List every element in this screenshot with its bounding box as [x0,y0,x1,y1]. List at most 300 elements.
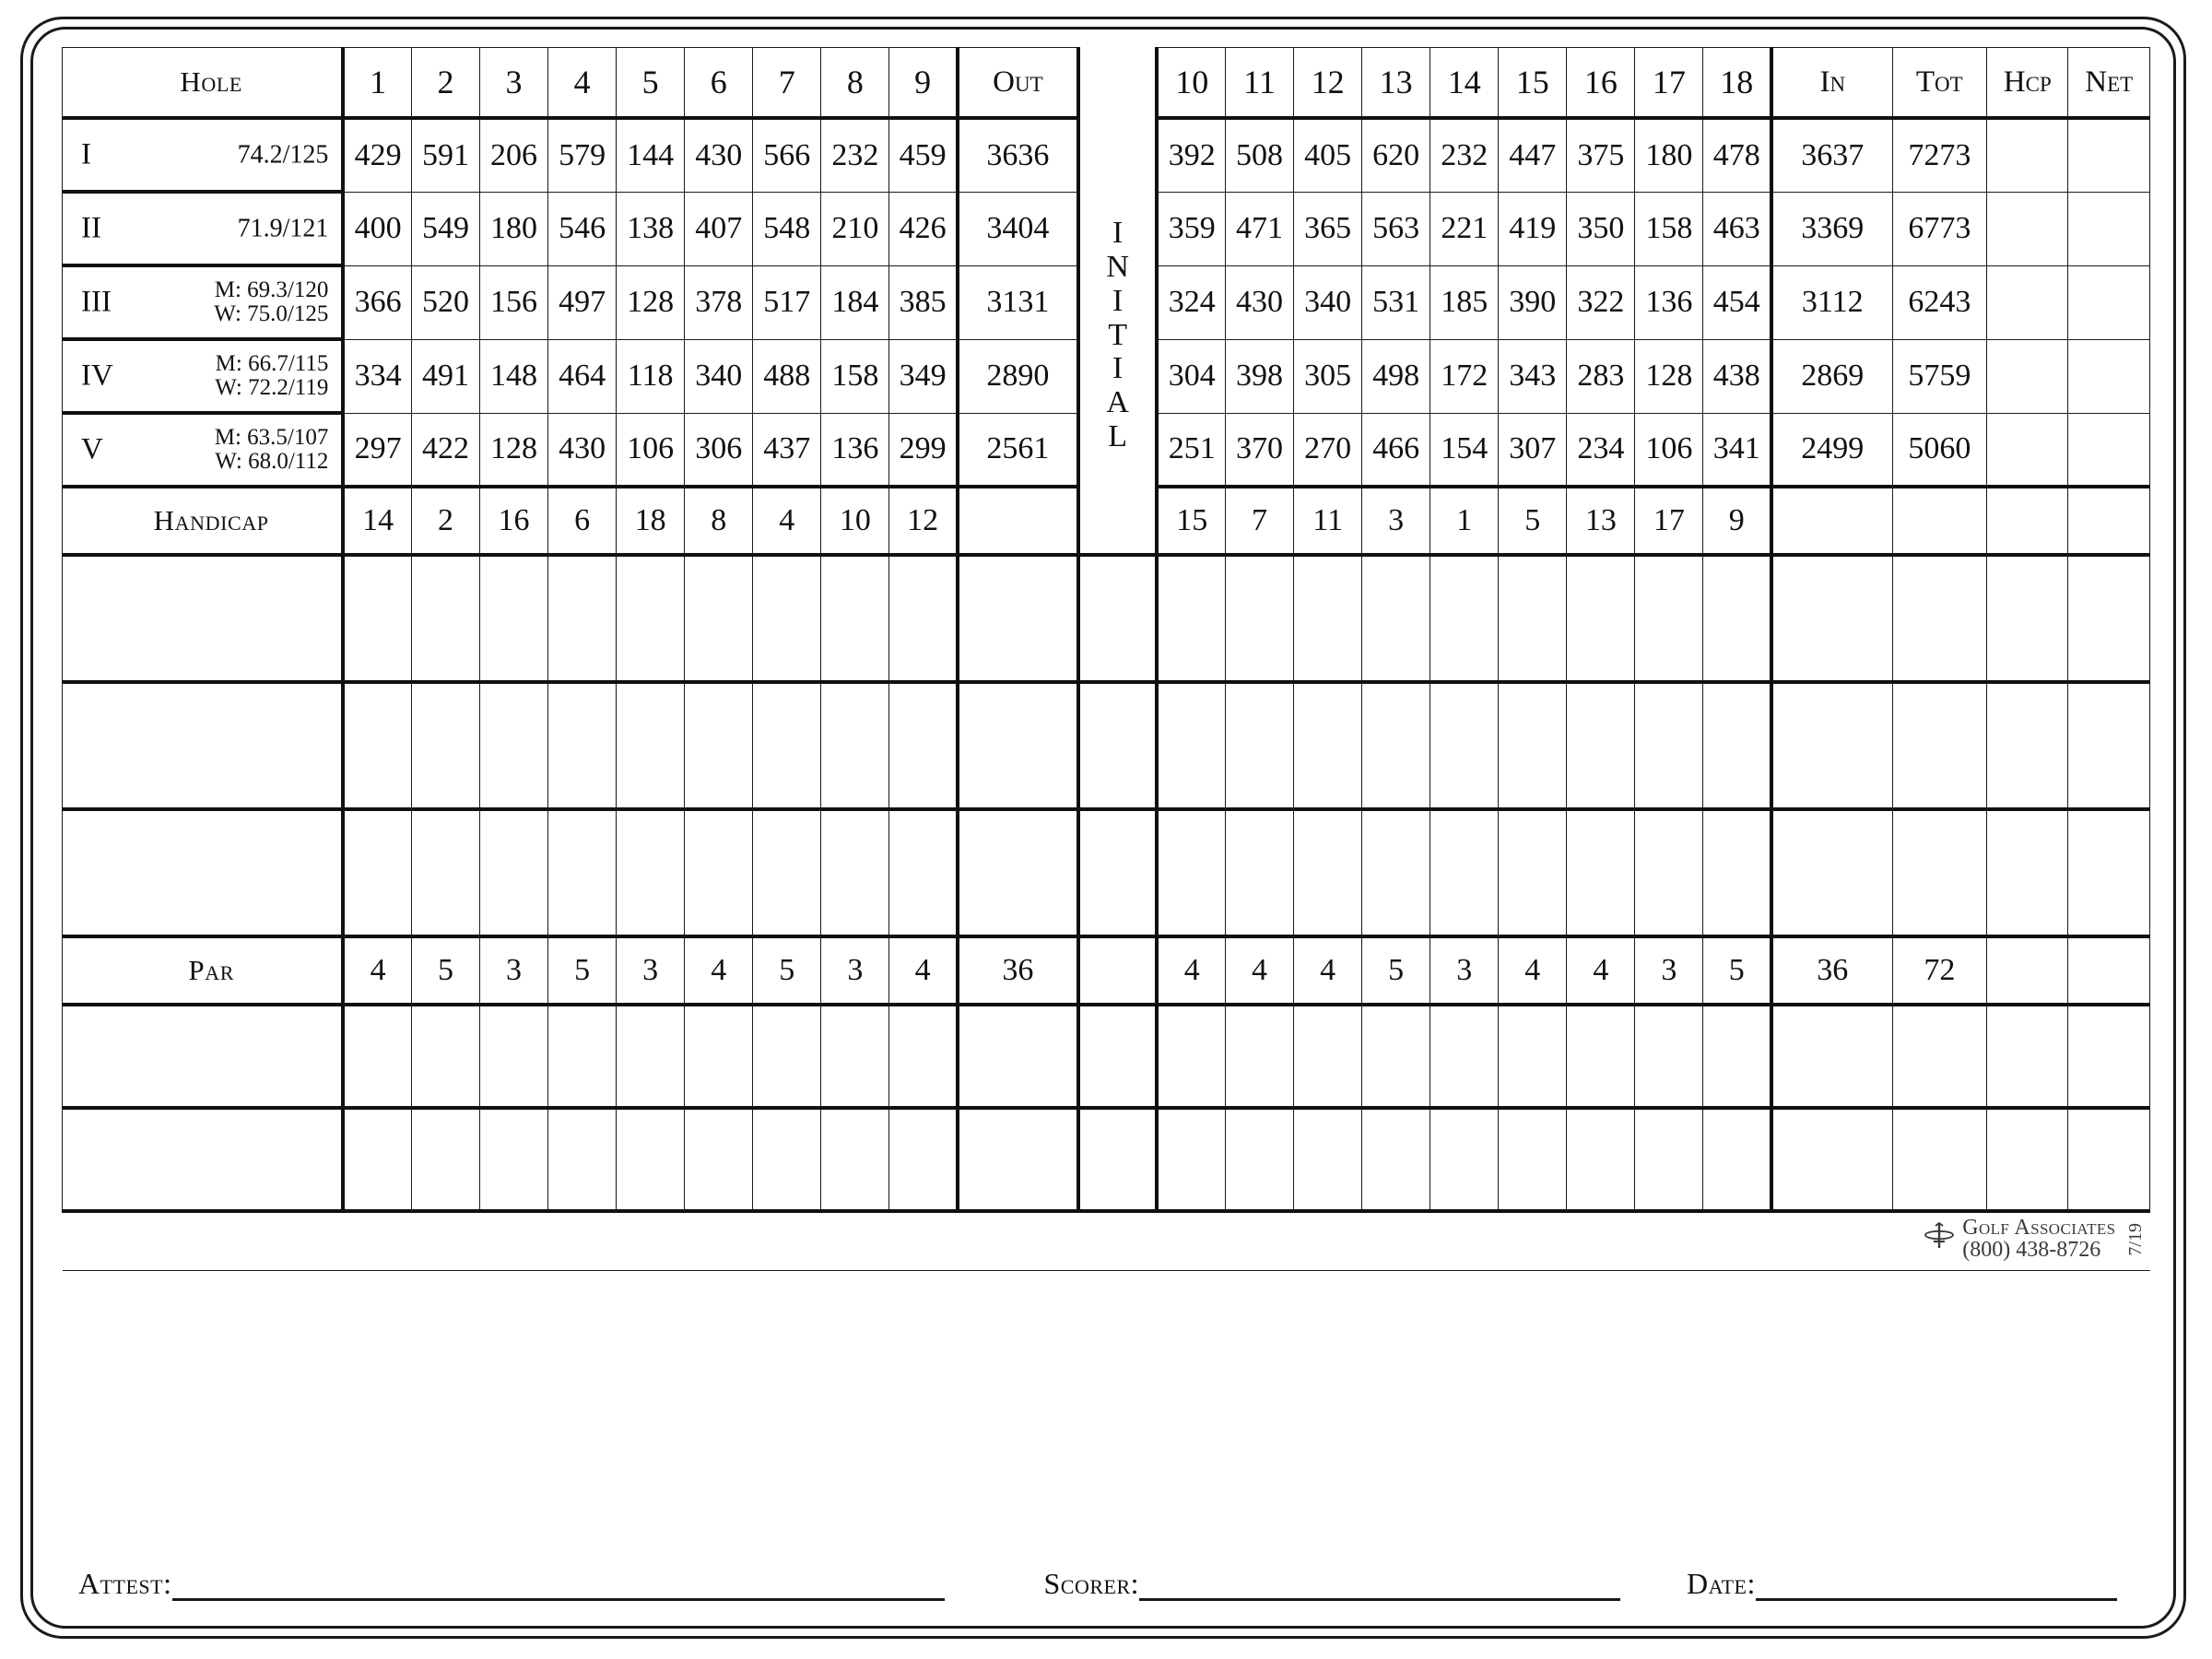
yardage-cell: 392 [1157,118,1225,192]
player-out-cell[interactable] [958,1005,1078,1108]
player-score-cell[interactable] [1567,555,1635,682]
player-score-cell[interactable] [1225,555,1293,682]
handicap-in-cell [1771,487,1892,555]
tee-rating-line: W: 72.2/119 [215,375,329,400]
player-score-cell[interactable] [685,555,753,682]
yardage-cell: 154 [1430,413,1499,487]
yardage-cell: 438 [1703,339,1771,413]
golf-tee-logo-icon [1924,1221,1955,1257]
player-score-cell[interactable] [548,682,617,809]
player-score-cell[interactable] [343,555,411,682]
yardage-cell: 306 [685,413,753,487]
player-score-cell[interactable] [753,1005,821,1108]
player-score-cell[interactable] [1635,809,1703,936]
player-score-cell[interactable] [685,682,753,809]
player-score-cell[interactable] [1157,682,1225,809]
player-score-cell[interactable] [1499,1108,1567,1211]
header-hcp: Hcp [1987,48,2068,119]
initial-letter: L [1108,418,1128,453]
player-score-row[interactable] [63,1005,2150,1108]
yardage-cell: 156 [479,265,547,339]
player-score-cell[interactable] [617,1005,685,1108]
yardage-cell: 459 [889,118,958,192]
player-score-cell[interactable] [411,682,479,809]
net-cell[interactable] [2068,192,2150,265]
header-hole-16: 16 [1567,48,1635,119]
tee-label-cell-I [63,118,344,192]
player-score-cell[interactable] [1430,1005,1499,1108]
player-score-cell[interactable] [1362,1108,1430,1211]
yardage-cell: 426 [889,192,958,265]
in-total-cell: 3637 [1771,118,1892,192]
player-score-cell[interactable] [411,809,479,936]
player-score-cell[interactable] [1294,682,1362,809]
yardage-cell: 158 [1635,192,1703,265]
player-score-cell[interactable] [343,1005,411,1108]
yardage-cell: 563 [1362,192,1430,265]
net-cell[interactable] [2068,265,2150,339]
player-initial-cell[interactable] [1078,1108,1157,1211]
player-initial-cell[interactable] [1078,1005,1157,1108]
player-score-cell[interactable] [821,809,889,936]
player-score-cell[interactable] [1157,1108,1225,1211]
handicap-cell: 13 [1567,487,1635,555]
player-tot-cell[interactable] [1892,809,1987,936]
net-cell[interactable] [2068,413,2150,487]
handicap-cell: 6 [548,487,617,555]
yardage-cell: 488 [753,339,821,413]
yardage-cell: 497 [548,265,617,339]
player-score-cell[interactable] [889,682,958,809]
yardage-cell: 491 [411,339,479,413]
player-score-cell[interactable] [548,809,617,936]
logo-company-name: Golf Associates [1962,1216,2116,1240]
player-out-cell[interactable] [958,809,1078,936]
player-in-cell[interactable] [1771,555,1892,682]
player-score-cell[interactable] [821,555,889,682]
par-cell: 4 [1567,936,1635,1005]
player-in-cell[interactable] [1771,809,1892,936]
header-hole-14: 14 [1430,48,1499,119]
yardage-cell: 305 [1294,339,1362,413]
yardage-cell: 454 [1703,265,1771,339]
yardage-cell: 206 [479,118,547,192]
player-net-cell[interactable] [2068,809,2150,936]
par-cell: 5 [548,936,617,1005]
initial-letter: N [1106,250,1129,285]
player-score-cell[interactable] [685,809,753,936]
tot-total-cell: 5759 [1892,339,1987,413]
tee-rating-line: 71.9/121 [237,214,329,243]
player-score-cell[interactable] [617,809,685,936]
handicap-cell: 17 [1635,487,1703,555]
yardage-cell: 128 [617,265,685,339]
player-score-cell[interactable] [1499,555,1567,682]
player-net-cell[interactable] [2068,1005,2150,1108]
yardage-cell: 430 [548,413,617,487]
player-score-cell[interactable] [1362,809,1430,936]
handicap-label: Handicap [63,487,344,555]
yardage-cell: 340 [685,339,753,413]
player-score-cell[interactable] [479,809,547,936]
player-hcp-cell[interactable] [1987,682,2068,809]
player-score-cell[interactable] [1157,555,1225,682]
yardage-cell: 549 [411,192,479,265]
player-net-cell[interactable] [2068,682,2150,809]
player-score-cell[interactable] [1157,1005,1225,1108]
player-name-field[interactable] [63,809,344,936]
player-score-cell[interactable] [1225,1108,1293,1211]
player-score-cell[interactable] [479,1005,547,1108]
player-initial-cell[interactable] [1078,809,1157,936]
yardage-cell: 398 [1225,339,1293,413]
scorecard-grid [62,47,2150,1533]
initial-column [1078,118,1157,555]
attest-label: Attest: [78,1567,172,1600]
player-tot-cell[interactable] [1892,1108,1987,1211]
player-score-cell[interactable] [411,1108,479,1211]
tee-name: V [81,432,103,466]
scorer-field[interactable] [1044,1567,1621,1601]
player-score-cell[interactable] [1635,555,1703,682]
player-score-cell[interactable] [1499,1005,1567,1108]
player-score-cell[interactable] [1703,682,1771,809]
player-score-cell[interactable] [617,682,685,809]
player-score-cell[interactable] [1430,1108,1499,1211]
tee-rating-slope [215,352,328,400]
par-tot-cell: 72 [1892,936,1987,1005]
scorer-line[interactable] [1139,1571,1620,1601]
header-hole-8: 8 [821,48,889,119]
player-in-cell[interactable] [1771,682,1892,809]
yardage-cell: 136 [821,413,889,487]
yardage-cell: 378 [685,265,753,339]
yardage-cell: 210 [821,192,889,265]
player-score-cell[interactable] [1294,1108,1362,1211]
player-score-cell[interactable] [1430,682,1499,809]
header-hole-5: 5 [617,48,685,119]
yardage-cell: 307 [1499,413,1567,487]
player-score-cell[interactable] [1430,809,1499,936]
player-score-cell[interactable] [753,682,821,809]
player-score-cell[interactable] [411,1005,479,1108]
player-score-cell[interactable] [889,555,958,682]
player-score-cell[interactable] [753,555,821,682]
tee-rating-slope [214,278,328,326]
player-initial-cell[interactable] [1078,682,1157,809]
player-score-cell[interactable] [1567,682,1635,809]
player-score-cell[interactable] [821,1005,889,1108]
in-total-cell: 3112 [1771,265,1892,339]
player-score-row[interactable] [63,809,2150,936]
par-cell: 4 [1157,936,1225,1005]
yardage-cell: 180 [479,192,547,265]
header-tot: Tot [1892,48,1987,119]
tee-name: III [81,285,112,319]
player-tot-cell[interactable] [1892,555,1987,682]
yardage-cell: 350 [1567,192,1635,265]
net-cell[interactable] [2068,339,2150,413]
yardage-cell: 471 [1225,192,1293,265]
player-in-cell[interactable] [1771,1108,1892,1211]
handicap-cell: 5 [1499,487,1567,555]
player-initial-cell[interactable] [1078,555,1157,682]
yardage-cell: 180 [1635,118,1703,192]
par-net-cell [2068,936,2150,1005]
yardage-cell: 158 [821,339,889,413]
yardage-cell: 304 [1157,339,1225,413]
player-out-cell[interactable] [958,1108,1078,1211]
player-score-cell[interactable] [685,1005,753,1108]
hcp-cell[interactable] [1987,339,2068,413]
player-score-cell[interactable] [617,555,685,682]
player-score-cell[interactable] [1157,809,1225,936]
initial-letter: I [1112,283,1124,318]
player-score-cell[interactable] [548,1108,617,1211]
player-score-cell[interactable] [1567,1005,1635,1108]
yardage-cell: 232 [821,118,889,192]
tee-rating-line: W: 75.0/125 [214,301,329,326]
yardage-cell: 566 [753,118,821,192]
out-total-cell: 2561 [958,413,1078,487]
yardage-cell: 334 [343,339,411,413]
player-score-cell[interactable] [1430,555,1499,682]
player-score-cell[interactable] [1225,682,1293,809]
player-score-cell[interactable] [1294,555,1362,682]
player-score-cell[interactable] [1567,809,1635,936]
hole-header-label: Hole [63,48,344,119]
player-score-row[interactable] [63,682,2150,809]
player-score-cell[interactable] [1703,555,1771,682]
yardage-cell: 128 [1635,339,1703,413]
player-score-cell[interactable] [548,555,617,682]
header-hole-17: 17 [1635,48,1703,119]
yardage-cell: 422 [411,413,479,487]
player-name-field[interactable] [63,555,344,682]
yardage-cell: 620 [1362,118,1430,192]
attest-field[interactable] [78,1567,945,1601]
handicap-cell: 15 [1157,487,1225,555]
yardage-cell: 184 [821,265,889,339]
player-score-cell[interactable] [753,809,821,936]
header-hole-18: 18 [1703,48,1771,119]
hcp-cell[interactable] [1987,265,2068,339]
tee-label-cell-III [63,265,344,339]
yardage-cell: 546 [548,192,617,265]
player-score-cell[interactable] [548,1005,617,1108]
header-hole-6: 6 [685,48,753,119]
hcp-cell[interactable] [1987,413,2068,487]
yardage-cell: 185 [1430,265,1499,339]
out-total-cell: 3404 [958,192,1078,265]
par-cell: 3 [1430,936,1499,1005]
player-name-field[interactable] [63,1108,344,1211]
scorecard-table [62,47,2150,1271]
header-hole-9: 9 [889,48,958,119]
player-tot-cell[interactable] [1892,682,1987,809]
player-score-cell[interactable] [1499,682,1567,809]
player-out-cell[interactable] [958,555,1078,682]
tot-total-cell: 6773 [1892,192,1987,265]
hcp-cell[interactable] [1987,192,2068,265]
date-field[interactable] [1687,1567,2117,1601]
player-score-cell[interactable] [479,555,547,682]
par-hcp-cell [1987,936,2068,1005]
logo-cell [63,1211,2150,1271]
handicap-cell: 7 [1225,487,1293,555]
player-score-cell[interactable] [685,1108,753,1211]
player-score-cell[interactable] [889,1005,958,1108]
yardage-cell: 430 [1225,265,1293,339]
yardage-cell: 591 [411,118,479,192]
player-score-cell[interactable] [343,809,411,936]
in-total-cell: 3369 [1771,192,1892,265]
player-hcp-cell[interactable] [1987,1005,2068,1108]
tee-rating-line: 74.2/125 [237,140,329,170]
player-score-cell[interactable] [1362,555,1430,682]
handicap-cell: 8 [685,487,753,555]
tee-name: II [81,211,101,245]
par-cell: 3 [617,936,685,1005]
tot-total-cell: 6243 [1892,265,1987,339]
player-score-cell[interactable] [1635,1108,1703,1211]
player-score-cell[interactable] [821,1108,889,1211]
player-score-cell[interactable] [1225,809,1293,936]
yardage-cell: 138 [617,192,685,265]
handicap-out-cell [958,487,1078,555]
tee-label-cell-V [63,413,344,487]
yardage-cell: 251 [1157,413,1225,487]
tot-total-cell: 5060 [1892,413,1987,487]
player-score-cell[interactable] [1703,809,1771,936]
par-cell: 3 [479,936,547,1005]
player-net-cell[interactable] [2068,1108,2150,1211]
player-score-cell[interactable] [889,1108,958,1211]
player-score-cell[interactable] [1294,1005,1362,1108]
initial-letter: A [1106,385,1129,420]
initial-letter: T [1108,317,1128,352]
player-score-cell[interactable] [1567,1108,1635,1211]
player-score-cell[interactable] [617,1108,685,1211]
net-cell[interactable] [2068,118,2150,192]
yardage-cell: 419 [1499,192,1567,265]
yardage-cell: 405 [1294,118,1362,192]
par-cell: 4 [1225,936,1293,1005]
player-score-row[interactable] [63,555,2150,682]
yardage-cell: 579 [548,118,617,192]
player-score-row[interactable] [63,1108,2150,1211]
player-name-field[interactable] [63,1005,344,1108]
yardage-cell: 407 [685,192,753,265]
handicap-hcp-cell [1987,487,2068,555]
hcp-cell[interactable] [1987,118,2068,192]
header-hole-1: 1 [343,48,411,119]
player-score-cell[interactable] [1635,682,1703,809]
par-cell: 4 [1499,936,1567,1005]
header-hole-4: 4 [548,48,617,119]
player-score-cell[interactable] [1635,1005,1703,1108]
logo-phone-number: (800) 438-8726 [1962,1238,2101,1263]
handicap-cell: 14 [343,487,411,555]
yardage-cell: 531 [1362,265,1430,339]
handicap-cell: 2 [411,487,479,555]
header-out: Out [958,48,1078,119]
attest-line[interactable] [172,1571,945,1601]
header-hole-11: 11 [1225,48,1293,119]
player-score-cell[interactable] [479,682,547,809]
player-score-cell[interactable] [411,555,479,682]
date-line[interactable] [1756,1571,2117,1601]
handicap-cell: 18 [617,487,685,555]
logo-date-code: 7/19 [2124,1222,2146,1256]
handicap-tot-cell [1892,487,1987,555]
yardage-cell: 322 [1567,265,1635,339]
yardage-cell: 430 [685,118,753,192]
yardage-cell: 324 [1157,265,1225,339]
tee-rating-line: M: 69.3/120 [214,277,329,302]
yardage-cell: 508 [1225,118,1293,192]
player-score-cell[interactable] [1703,1108,1771,1211]
yardage-cell: 466 [1362,413,1430,487]
player-score-cell[interactable] [1499,809,1567,936]
header-hole-15: 15 [1499,48,1567,119]
player-score-cell[interactable] [479,1108,547,1211]
yardage-cell: 447 [1499,118,1567,192]
logo-row [63,1211,2150,1271]
player-hcp-cell[interactable] [1987,555,2068,682]
player-score-cell[interactable] [889,809,958,936]
out-total-cell: 2890 [958,339,1078,413]
yardage-cell: 341 [1703,413,1771,487]
player-score-cell[interactable] [1362,1005,1430,1108]
yardage-cell: 221 [1430,192,1499,265]
yardage-cell: 385 [889,265,958,339]
par-cell: 5 [411,936,479,1005]
player-out-cell[interactable] [958,682,1078,809]
yardage-cell: 400 [343,192,411,265]
header-row [63,48,2150,119]
player-name-field[interactable] [63,682,344,809]
player-score-cell[interactable] [1362,682,1430,809]
player-score-cell[interactable] [1294,809,1362,936]
player-score-cell[interactable] [1225,1005,1293,1108]
player-score-cell[interactable] [343,682,411,809]
player-score-cell[interactable] [1703,1005,1771,1108]
header-in: In [1771,48,1892,119]
player-net-cell[interactable] [2068,555,2150,682]
header-hole-7: 7 [753,48,821,119]
yardage-cell: 478 [1703,118,1771,192]
yardage-cell: 106 [1635,413,1703,487]
player-hcp-cell[interactable] [1987,1108,2068,1211]
out-total-cell: 3131 [958,265,1078,339]
yardage-cell: 234 [1567,413,1635,487]
handicap-cell: 3 [1362,487,1430,555]
player-hcp-cell[interactable] [1987,809,2068,936]
yardage-cell: 517 [753,265,821,339]
player-score-cell[interactable] [343,1108,411,1211]
player-tot-cell[interactable] [1892,1005,1987,1108]
yardage-cell: 340 [1294,265,1362,339]
par-cell: 3 [1635,936,1703,1005]
par-cell: 5 [1362,936,1430,1005]
player-in-cell[interactable] [1771,1005,1892,1108]
tee-rating-slope [238,215,329,241]
player-score-cell[interactable] [753,1108,821,1211]
player-score-cell[interactable] [821,682,889,809]
yardage-cell: 366 [343,265,411,339]
tee-row-I [63,118,2150,192]
